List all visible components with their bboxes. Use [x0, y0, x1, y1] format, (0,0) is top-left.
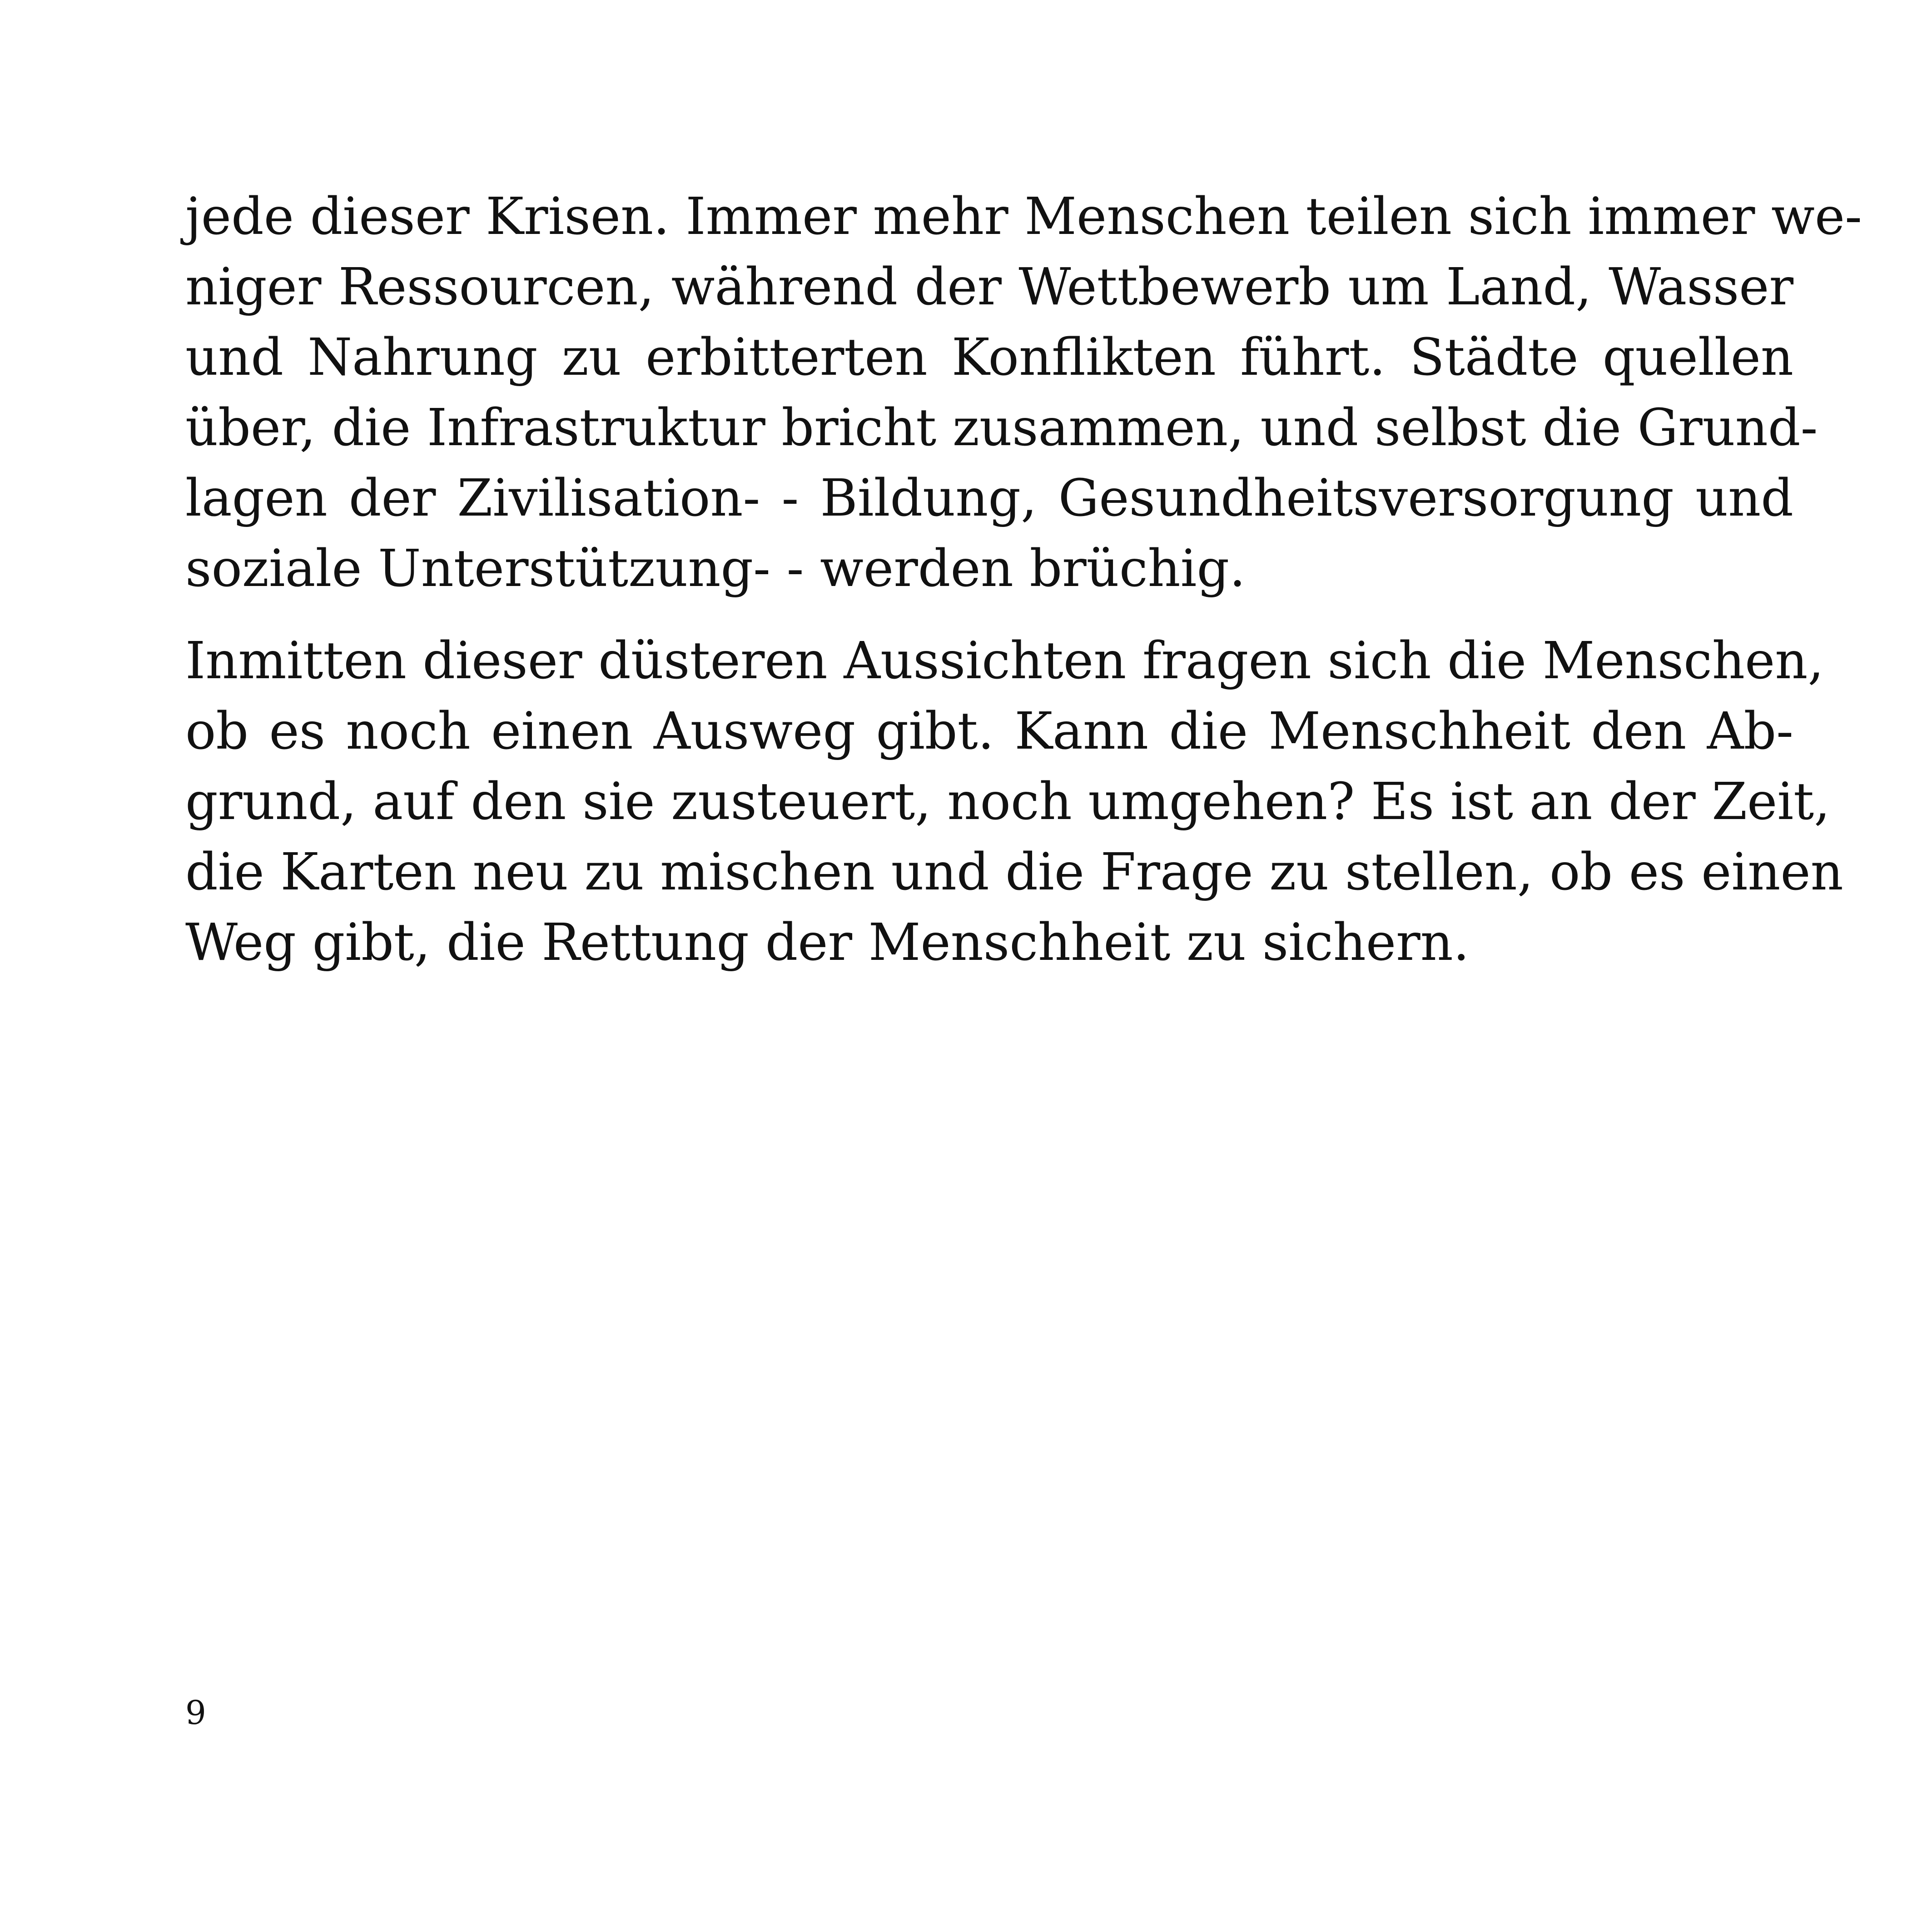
text-line: lagen der Zivilisation- - Bildung, Gesundheitsversorgung und [185, 469, 1793, 528]
text-line: jede dieser Krisen. Immer mehr Menschen teilen sich immer we- [185, 187, 1862, 246]
text-line: niger Ressourcen, während der Wettbewerb um Land, Wasser [185, 258, 1793, 317]
page-number: 9 [185, 1694, 206, 1732]
text-line: Inmitten dieser düsteren Aussichten fragen sich die Menschen, [185, 631, 1824, 690]
text-line: Weg gibt, die Rettung der Menschheit zu sichern. [185, 913, 1470, 972]
paragraph-1 [185, 182, 1862, 604]
text-line: und Nahrung zu erbitterten Konflikten führt. Städte quellen [185, 328, 1793, 387]
body-text [185, 182, 1862, 978]
text-line: ob es noch einen Ausweg gibt. Kann die Menschheit den Ab- [185, 702, 1793, 761]
text-line: soziale Unterstützung- - werden brüchig. [185, 539, 1246, 598]
text-line: über, die Infrastruktur bricht zusammen, und selbst die Grund- [185, 398, 1818, 457]
text-line: grund, auf den sie zusteuert, noch umgehen? Es ist an der Zeit, [185, 772, 1830, 831]
paragraph-2 [185, 626, 1843, 978]
paragraph-spacing [185, 604, 1793, 626]
text-line: die Karten neu zu mischen und die Frage zu stellen, ob es einen [185, 843, 1843, 902]
